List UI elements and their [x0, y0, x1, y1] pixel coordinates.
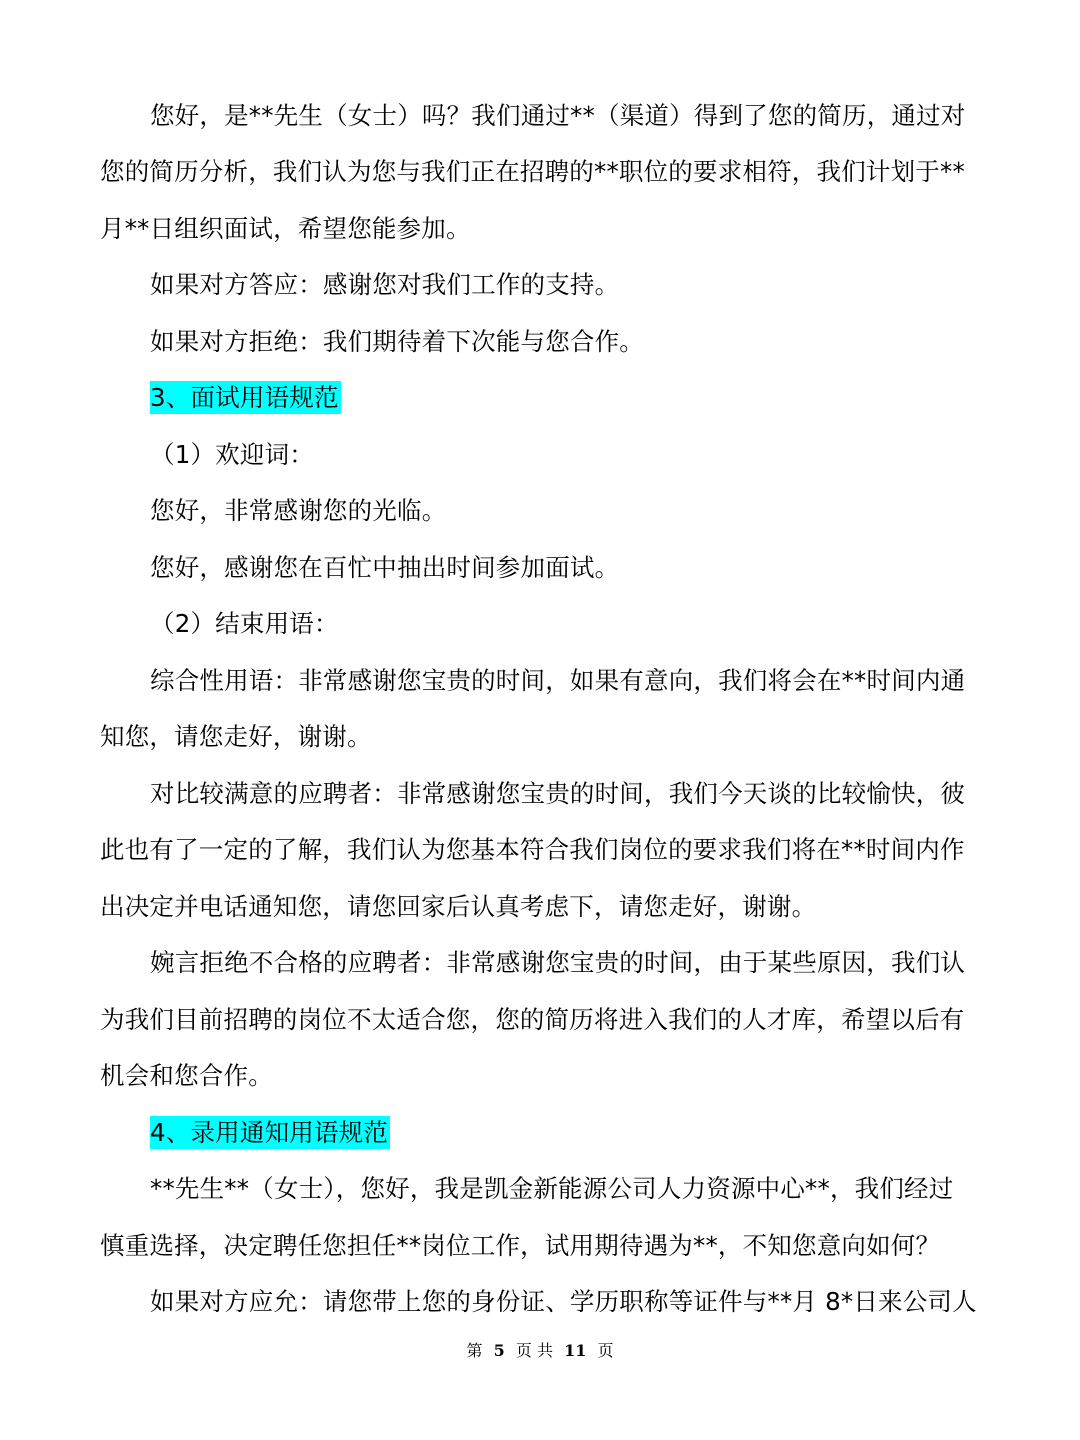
subheading: （1）欢迎词：	[150, 440, 314, 469]
footer-suffix: 页	[597, 1341, 614, 1360]
paragraph-line: 婉言拒绝不合格的应聘者：非常感谢您宝贵的时间，由于某些原因，我们认	[150, 948, 966, 977]
paragraph-line: 知您，请您走好，谢谢。	[100, 722, 372, 751]
subheading: （2）结束用语：	[150, 609, 339, 638]
current-page-number: 5	[493, 1341, 505, 1360]
paragraph-line: 您好，非常感谢您的光临。	[150, 496, 447, 525]
paragraph-line: 机会和您合作。	[100, 1061, 273, 1090]
footer-middle: 页 共	[515, 1341, 553, 1360]
section-heading	[150, 1116, 985, 1150]
paragraph-line: 出决定并电话通知您，请您回家后认真考虑下，请您走好，谢谢。	[100, 892, 817, 921]
paragraph-line: 您好，是**先生（女士）吗？我们通过**（渠道）得到了您的简历，通过对	[150, 101, 966, 130]
section-heading-text: 3、面试用语规范	[150, 383, 339, 412]
paragraph-line: 为我们目前招聘的岗位不太适合您，您的简历将进入我们的人才库，希望以后有	[100, 1005, 965, 1034]
paragraph-line: 您好，感谢您在百忙中抽出时间参加面试。	[150, 553, 620, 582]
total-page-count: 11	[564, 1341, 587, 1360]
section-heading-text: 4、录用通知用语规范	[150, 1118, 389, 1147]
paragraph-line: 如果对方拒绝：我们期待着下次能与您合作。	[150, 327, 644, 356]
page-footer	[0, 1339, 1080, 1363]
paragraph-line: **先生**（女士），您好，我是凯金新能源公司人力资源中心**，我们经过	[150, 1174, 954, 1203]
paragraph-line: 月**日组织面试，希望您能参加。	[100, 214, 471, 243]
paragraph-line: 您的简历分析，我们认为您与我们正在招聘的**职位的要求相符，我们计划于**	[100, 157, 965, 186]
paragraph-line: 慎重选择，决定聘任您担任**岗位工作，试用期待遇为**，不知您意向如何？	[100, 1231, 941, 1260]
paragraph-line: 如果对方应允：请您带上您的身份证、学历职称等证件与**月 8*日来公司人	[150, 1287, 977, 1316]
footer-prefix: 第	[466, 1341, 483, 1360]
paragraph-line: 综合性用语：非常感谢您宝贵的时间，如果有意向，我们将会在**时间内通	[150, 666, 966, 695]
paragraph-line: 对比较满意的应聘者：非常感谢您宝贵的时间，我们今天谈的比较愉快，彼	[150, 779, 966, 808]
section-heading	[150, 381, 985, 415]
paragraph-line: 如果对方答应：感谢您对我们工作的支持。	[150, 270, 620, 299]
paragraph-line: 此也有了一定的了解，我们认为您基本符合我们岗位的要求我们将在**时间内作	[100, 835, 965, 864]
